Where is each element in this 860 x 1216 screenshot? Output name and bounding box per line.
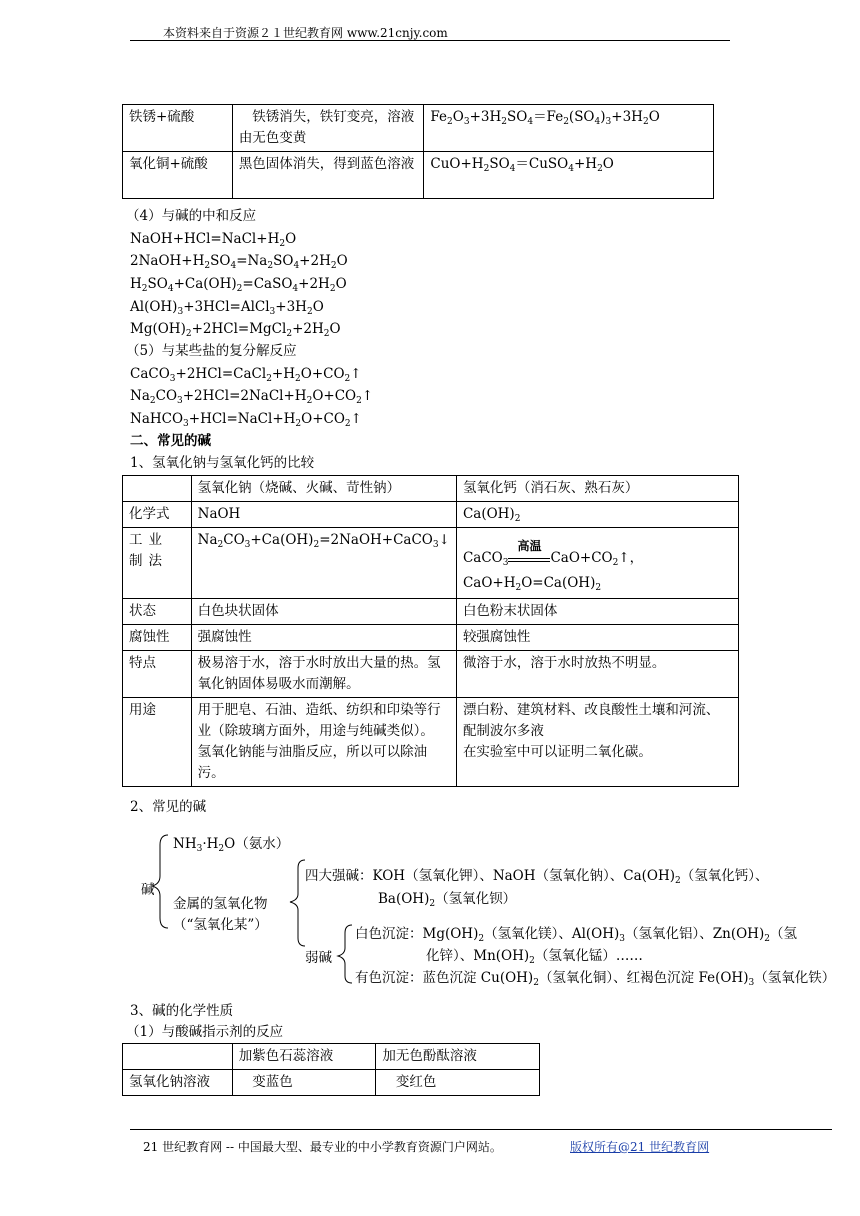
caoh-cell: 较强腐蚀性: [456, 625, 738, 651]
tree-colored-precipitates: 有色沉淀：蓝色沉淀 $Cu(OH)_2$（氢氧化铜）、红褐色沉淀 $Fe(OH)_3$（氢氧化铁）: [355, 970, 836, 988]
naoh-use-2: 氢氧化钠能与油脂反应，所以可以除油污。: [197, 744, 428, 781]
table-header-cell: [123, 1044, 233, 1070]
naoh-cell: 极易溶于水，溶于水时放出大量的热。氢氧化钠固体易吸水而潮解。: [191, 651, 456, 698]
equation-line: $Na_2CO_3+2HCl=2NaCl+H_2O+CO_2↑$: [130, 388, 374, 406]
row-label: 腐蚀性: [123, 625, 192, 651]
equation-line: $NaHCO_3+HCl=NaCl+H_2O+CO_2↑$: [130, 411, 362, 429]
table-header-cell: 氢氧化钙（消石灰、熟石灰）: [456, 476, 738, 502]
naoh-cell: NaOH: [191, 502, 456, 528]
caoh-cell: 微溶于水，溶于水时放热不明显。: [456, 651, 738, 698]
row-label: 用途: [123, 698, 192, 787]
reaction-name: 氧化铜+硫酸: [123, 152, 233, 199]
subsection-title: （1）与酸碱指示剂的反应: [126, 1024, 284, 1040]
tree-strong-bases: 四大强碱：KOH（氢氧化钾）、NaOH（氢氧化钠）、$Ca(OH)_2$（氢氧化钙）、: [305, 868, 769, 886]
equation-line: $CaCO_3+2HCl=CaCl_2+H_2O+CO_2↑$: [130, 366, 362, 384]
page-header-text: 本资料来自于资源２１世纪教育网 www.21cnjy.com: [163, 26, 448, 40]
row-label: 状态: [123, 599, 192, 625]
equation-line: $NaOH+HCl=NaCl+H_2O$: [130, 231, 297, 249]
phenolphthalein-result: 变红色: [376, 1070, 540, 1096]
footer-text: 21 世纪教育网 -- 中国最大型、最专业的中小学教育资源门户网站。: [143, 1140, 502, 1154]
section-title: （4）与碱的中和反应: [126, 208, 257, 224]
subsection-title: 1、氢氧化钠与氢氧化钙的比较: [130, 455, 315, 471]
reaction-equation: $CuO+H_2SO_4=CuSO_4+H_2O$: [424, 152, 714, 199]
part-heading: 二、常见的碱: [130, 433, 211, 449]
industrial-equation-2: $CaO+H_2O=Ca(OH)_2$: [462, 575, 602, 593]
high-temp-condition: 高温: [508, 551, 550, 562]
industrial-equation-1: CaCO$_3$ 高温 $CaO+CO_2↑$，: [462, 539, 644, 568]
tree-strong-bases-cont: $Ba(OH)_2$（氢氧化钡）: [378, 891, 517, 909]
naoh-cell: 强腐蚀性: [191, 625, 456, 651]
reaction-phenomenon: 黑色固体消失，得到蓝色溶液: [232, 152, 424, 199]
reaction-equation: $Fe_2O_3+3H_2SO_4=Fe_2(SO_4)_3+3H_2O$: [424, 105, 714, 152]
equation-line: $Mg(OH)_2+2HCl=MgCl_2+2H_2O$: [130, 321, 341, 339]
tree-metal-hydroxide: 金属的氢氧化物: [173, 896, 268, 912]
row-label: 化学式: [123, 502, 192, 528]
caoh-cell: 白色粉末状固体: [456, 599, 738, 625]
tree-white-precipitates-cont: 化锌）、$Mn(OH)_2$（氢氧化锰）……: [426, 948, 643, 966]
row-label: 特点: [123, 651, 192, 698]
row-label: 工业制法: [123, 528, 192, 599]
table-header-cell: 加紫色石蕊溶液: [232, 1044, 376, 1070]
tree-metal-hydroxide-note: （“氢氧化某”）: [173, 917, 268, 933]
tree-root-label: 碱: [141, 882, 155, 898]
equation-line: $Al(OH)_3+3HCl=AlCl_3+3H_2O$: [130, 299, 324, 317]
footer-divider: [130, 1129, 832, 1130]
row-label: 氢氧化钠溶液: [123, 1070, 233, 1096]
table-row: [123, 1070, 540, 1096]
table-header-cell: 加无色酚酞溶液: [376, 1044, 540, 1070]
reaction-name: 铁锈+硫酸: [123, 105, 233, 152]
litmus-result: 变蓝色: [232, 1070, 376, 1096]
table-row: [123, 1044, 540, 1070]
caoh-use-1: 漂白粉、建筑材料、改良酸性土壤和河流、配制波尔多液: [462, 702, 720, 739]
naoh-cell: $Na_2CO_3+Ca(OH)_2=2NaOH+CaCO_3↓$: [191, 528, 456, 599]
tree-ammonia: $NH_3\cdot H_2O$（氨水）: [173, 836, 290, 854]
equation-line: $H_2SO_4+Ca(OH)_2=CaSO_4+2H_2O$: [130, 276, 347, 294]
indicator-table: [122, 1043, 540, 1096]
subsection-title: 2、常见的碱: [130, 799, 207, 815]
naoh-cell: 白色块状固体: [191, 599, 456, 625]
caoh-cell: $Ca(OH)_2$: [456, 502, 738, 528]
copyright-link[interactable]: 版权所有@21 世纪教育网: [570, 1140, 710, 1154]
caoh-use-2: 在实验室中可以证明二氧化碳。: [462, 744, 652, 760]
subsection-title: 3、碱的化学性质: [130, 1003, 234, 1019]
naoh-use-1: 用于肥皂、石油、造纸、纺织和印染等行业（除玻璃方面外，用途与纯碱类似）。: [197, 702, 441, 739]
tree-white-precipitates: 白色沉淀：$Mg(OH)_2$（氢氧化镁）、$Al(OH)_3$（氢氧化铝）、$Zn(OH)_2$（氢: [355, 926, 797, 944]
table-header-cell: 氢氧化钠（烧碱、火碱、苛性钠）: [191, 476, 456, 502]
reaction-phenomenon: 铁锈消失，铁钉变亮，溶液由无色变黄: [232, 105, 424, 152]
equation-line: $2NaOH+H_2SO_4=Na_2SO_4+2H_2O$: [130, 253, 348, 271]
tree-weak-bases: 弱碱: [305, 950, 332, 966]
section-title: （5）与某些盐的复分解反应: [126, 343, 297, 359]
